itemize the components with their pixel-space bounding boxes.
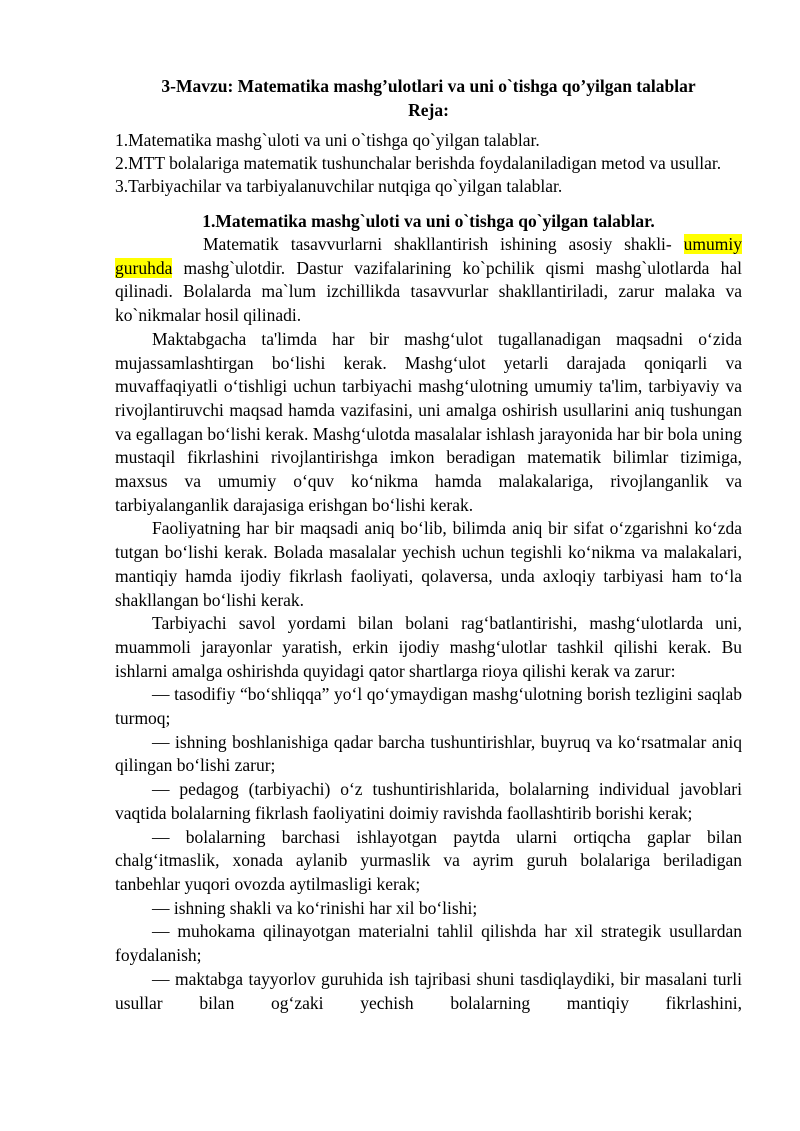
intro-paragraph: [115, 233, 742, 328]
plan-item: 3.Tarbiyachilar va tarbiyalanuvchilar nutqiga qo`yilgan talablar.: [115, 176, 563, 196]
list-item: — tasodifiy “bo‘shliqqa” yo‘l qo‘ymaydigan mashg‘ulotning borish tezligini saqlab turmoq;: [115, 684, 742, 729]
list-item: — ishning shakli va ko‘rinishi har xil bo‘lishi;: [152, 897, 478, 918]
plan-item: 2.MTT bolalariga matematik tushunchalar berishda foydalaniladigan metod va usullar.: [115, 153, 722, 173]
paragraph: Faoliyatning har bir maqsadi aniq bo‘lib, bilimda aniq bir sifat o‘zgarishni ko‘zda tutgan bo‘lishi kerak. Bolada masalalar yechish uchun tegishli ko‘nikma va malakalari, mantiqiy hamda ijodiy fikrlash faoliyati, qolaversa, unda axloqiy tarbiyasi ham to‘la shakllangan bo‘lishi kerak.: [115, 518, 742, 610]
plan-item: 1.Matematika mashg`uloti va uni o`tishga qo`yilgan talablar.: [115, 130, 540, 150]
body-text: [115, 233, 742, 1015]
topic-title-text: 3-Mavzu: Matematika mashg’ulotlari va uni o`tishga qo’yilgan talablar: [161, 76, 696, 96]
list-item: — bolalarning barchasi ishlayotgan paytda ularni ortiqcha gaplar bilan chalg‘itmaslik, xonada aylanib yurmaslik va ayrim guruh bolalariga beriladigan tanbehlar yuqori ovozda aytilmasligi kerak;: [115, 826, 742, 894]
list-item: — muhokama qilinayotgan materialni tahlil qilishda har xil strategik usullardan foydalanish;: [115, 921, 742, 966]
list-item: — pedagog (tarbiyachi) o‘z tushuntirishlarida, bolalarning individual javoblari vaqtida bolalarning fikrlash faoliyatini doimiy ravishda faollashtirib borishi kerak;: [115, 779, 742, 823]
intro-text-after: mashg`ulotdir. Dastur vazifalarining ko`pchilik qismi mashg`ulotlarda hal qilinadi. Bolalarda ma`lum izchillikda tasavvurlar shakllantiriladi, zarur malaka va ko`nikmalar hosil qilinadi.: [115, 257, 742, 326]
paragraph: Tarbiyachi savol yordami bilan bolani rag‘batlantirishi, mashg‘ulotlarda uni, muammoli jarayonlar yaratish, erkin ijodiy mashg‘ulotlar tashkil qilishi kerak. Bu ishlarni amalga oshirishda quyidagi qator shartlarga rioya qilishi kerak va zarur:: [115, 613, 742, 681]
paragraph: Maktabgacha ta'limda har bir mashg‘ulot tugallanadigan maqsadni o‘zida mujassamlashtirgan bo‘lishi kerak. Mashg‘ulot yetarli darajada qoniqarli va muvaffaqiyatli o‘tishligi uchun tarbiyachi mashg‘ulotning umumiy ta'lim, tarbiyaviy va rivojlantiruvchi maqsad hamda vazifasini, uni amalga oshirish usullarini aniq tushungan va egallagan bo‘lishi kerak. Mashg‘ulotda masalalar ishlash jarayonida har bir bola uning mustaqil fikrlashini rivojlantirishga imkon beradigan matematik bilimlar tizimiga, maxsus va umumiy o‘quv ko‘nikma hamda malakalariga, rivojlanganlik va tarbiyalanganlik darajasiga erishgan bo‘lishi kerak.: [115, 328, 742, 515]
topic-title: [115, 74, 742, 122]
list-item: — maktabga tayyorlov guruhida ish tajribasi shuni tasdiqlaydiki, bir masalani turli usullar bilan og‘zaki yechish bolalarning mantiqiy fikrlashini,: [115, 968, 742, 1013]
document-page: [115, 74, 742, 1015]
list-item: — ishning boshlanishiga qadar barcha tushuntirishlar, buyruq va ko‘rsatmalar aniq qilingan bo‘lishi zarur;: [115, 731, 742, 776]
plan-heading: Reja:: [408, 100, 449, 120]
intro-text-before: Matematik tasavvurlarni shakllantirish ishining asosiy shakli-: [203, 234, 684, 254]
section-title: 1.Matematika mashg`uloti va uni o`tishga qo`yilgan talablar.: [202, 211, 655, 231]
plan-list: [115, 129, 742, 198]
highlighted-text: umumiy guruhda: [115, 234, 742, 278]
